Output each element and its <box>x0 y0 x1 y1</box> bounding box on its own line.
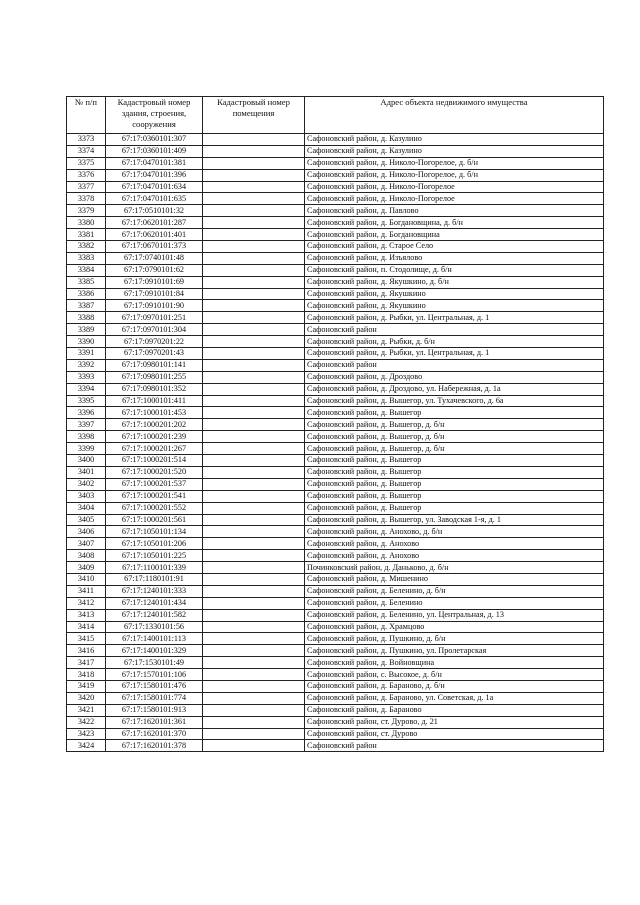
address-cell: Сафоновский район, д. Казулино <box>305 134 604 146</box>
address-cell: Сафоновский район, п. Стодолище, д. б/н <box>305 264 604 276</box>
premises-cadastral-cell <box>203 276 305 288</box>
table-row <box>67 264 604 276</box>
property-registry-table <box>66 96 604 752</box>
address-cell: Сафоновский район, д. Мишенино <box>305 573 604 585</box>
table-row <box>67 241 604 253</box>
row-number-cell: 3391 <box>67 348 106 360</box>
table-row <box>67 621 604 633</box>
table-row <box>67 466 604 478</box>
row-number-cell: 3383 <box>67 252 106 264</box>
building-cadastral-cell: 67:17:1000201:541 <box>106 490 203 502</box>
row-number-cell: 3377 <box>67 181 106 193</box>
row-number-cell: 3375 <box>67 157 106 169</box>
table-row <box>67 300 604 312</box>
table-row <box>67 431 604 443</box>
table-row <box>67 562 604 574</box>
row-number-cell: 3409 <box>67 562 106 574</box>
address-cell: Сафоновский район, д. Анохово <box>305 550 604 562</box>
row-number-cell: 3378 <box>67 193 106 205</box>
building-cadastral-cell: 67:17:1580101:476 <box>106 680 203 692</box>
table-row <box>67 383 604 395</box>
building-cadastral-cell: 67:17:1000201:537 <box>106 478 203 490</box>
address-cell: Сафоновский район, д. Николо-Погорелое, д. б/н <box>305 157 604 169</box>
address-cell: Сафоновский район, д. Рыбки, ул. Центральная, д. 1 <box>305 348 604 360</box>
address-cell: Сафоновский район, д. Вышегор, ул. Заводская 1-я, д. 1 <box>305 514 604 526</box>
building-cadastral-cell: 67:17:1100101:339 <box>106 562 203 574</box>
address-cell: Сафоновский район, д. Беленино, д. б/н <box>305 585 604 597</box>
table-row <box>67 348 604 360</box>
building-cadastral-cell: 67:17:1580101:774 <box>106 692 203 704</box>
row-number-cell: 3410 <box>67 573 106 585</box>
table-row <box>67 181 604 193</box>
premises-cadastral-cell <box>203 585 305 597</box>
building-cadastral-cell: 67:17:0910101:84 <box>106 288 203 300</box>
table-row <box>67 633 604 645</box>
row-number-cell: 3387 <box>67 300 106 312</box>
header-premises-cadastral-number: Кадастровый номер помещения <box>203 97 305 134</box>
row-number-cell: 3402 <box>67 478 106 490</box>
building-cadastral-cell: 67:17:0980101:352 <box>106 383 203 395</box>
building-cadastral-cell: 67:17:0910101:69 <box>106 276 203 288</box>
building-cadastral-cell: 67:17:0980101:141 <box>106 359 203 371</box>
row-number-cell: 3404 <box>67 502 106 514</box>
address-cell: Сафоновский район <box>305 740 604 752</box>
row-number-cell: 3418 <box>67 669 106 681</box>
table-row <box>67 728 604 740</box>
row-number-cell: 3419 <box>67 680 106 692</box>
address-cell: Сафоновский район, д. Старое Село <box>305 241 604 253</box>
address-cell: Сафоновский район, д. Бараново, д. б/н <box>305 680 604 692</box>
row-number-cell: 3411 <box>67 585 106 597</box>
building-cadastral-cell: 67:17:1400101:113 <box>106 633 203 645</box>
row-number-cell: 3390 <box>67 336 106 348</box>
building-cadastral-cell: 67:17:1050101:225 <box>106 550 203 562</box>
premises-cadastral-cell <box>203 336 305 348</box>
row-number-cell: 3395 <box>67 395 106 407</box>
address-cell: Сафоновский район, д. Бараново, ул. Советская, д. 1а <box>305 692 604 704</box>
table-row <box>67 669 604 681</box>
table-row <box>67 704 604 716</box>
address-cell: Сафоновский район, д. Изъялово <box>305 252 604 264</box>
building-cadastral-cell: 67:17:0970101:251 <box>106 312 203 324</box>
table-row <box>67 597 604 609</box>
row-number-cell: 3376 <box>67 169 106 181</box>
row-number-cell: 3407 <box>67 538 106 550</box>
building-cadastral-cell: 67:17:1240101:582 <box>106 609 203 621</box>
row-number-cell: 3392 <box>67 359 106 371</box>
table-row <box>67 134 604 146</box>
table-row <box>67 312 604 324</box>
address-cell: Сафоновский район, д. Николо-Погорелое, д. б/н <box>305 169 604 181</box>
row-number-cell: 3406 <box>67 526 106 538</box>
address-cell: Сафоновский район, д. Пушкино, д. б/н <box>305 633 604 645</box>
premises-cadastral-cell <box>203 324 305 336</box>
table-row <box>67 680 604 692</box>
premises-cadastral-cell <box>203 728 305 740</box>
premises-cadastral-cell <box>203 562 305 574</box>
premises-cadastral-cell <box>203 526 305 538</box>
premises-cadastral-cell <box>203 217 305 229</box>
premises-cadastral-cell <box>203 490 305 502</box>
premises-cadastral-cell <box>203 431 305 443</box>
premises-cadastral-cell <box>203 704 305 716</box>
row-number-cell: 3389 <box>67 324 106 336</box>
row-number-cell: 3373 <box>67 134 106 146</box>
building-cadastral-cell: 67:17:1240101:333 <box>106 585 203 597</box>
address-cell: Починковский район, д. Даньково, д. б/н <box>305 562 604 574</box>
building-cadastral-cell: 67:17:0470101:635 <box>106 193 203 205</box>
premises-cadastral-cell <box>203 312 305 324</box>
address-cell: Сафоновский район, д. Беленино <box>305 597 604 609</box>
building-cadastral-cell: 67:17:0360101:409 <box>106 145 203 157</box>
row-number-cell: 3401 <box>67 466 106 478</box>
row-number-cell: 3413 <box>67 609 106 621</box>
address-cell: Сафоновский район, д. Анохово <box>305 538 604 550</box>
address-cell: Сафоновский район, д. Казулино <box>305 145 604 157</box>
premises-cadastral-cell <box>203 692 305 704</box>
row-number-cell: 3414 <box>67 621 106 633</box>
building-cadastral-cell: 67:17:1530101:49 <box>106 657 203 669</box>
table-row <box>67 609 604 621</box>
address-cell: Сафоновский район, д. Вышегор, ул. Тухачевского, д. 6а <box>305 395 604 407</box>
address-cell: Сафоновский район, д. Богдановщина <box>305 229 604 241</box>
premises-cadastral-cell <box>203 205 305 217</box>
address-cell: Сафоновский район, д. Вышегор, д. б/н <box>305 443 604 455</box>
premises-cadastral-cell <box>203 716 305 728</box>
table-row <box>67 645 604 657</box>
address-cell: Сафоновский район, д. Бараново <box>305 704 604 716</box>
premises-cadastral-cell <box>203 134 305 146</box>
building-cadastral-cell: 67:17:0740101:48 <box>106 252 203 264</box>
premises-cadastral-cell <box>203 573 305 585</box>
building-cadastral-cell: 67:17:0470101:634 <box>106 181 203 193</box>
building-cadastral-cell: 67:17:0970101:304 <box>106 324 203 336</box>
table-row <box>67 217 604 229</box>
address-cell: Сафоновский район, д. Войновщина <box>305 657 604 669</box>
address-cell: Сафоновский район <box>305 359 604 371</box>
address-cell: Сафоновский район, д. Рыбки, д. б/н <box>305 336 604 348</box>
row-number-cell: 3398 <box>67 431 106 443</box>
premises-cadastral-cell <box>203 371 305 383</box>
building-cadastral-cell: 67:17:1000201:267 <box>106 443 203 455</box>
table-row <box>67 157 604 169</box>
address-cell: Сафоновский район, ст. Дурово, д. 21 <box>305 716 604 728</box>
building-cadastral-cell: 67:17:1000101:411 <box>106 395 203 407</box>
row-number-cell: 3416 <box>67 645 106 657</box>
row-number-cell: 3403 <box>67 490 106 502</box>
building-cadastral-cell: 67:17:0790101:62 <box>106 264 203 276</box>
table-row <box>67 407 604 419</box>
building-cadastral-cell: 67:17:0670101:373 <box>106 241 203 253</box>
table-row <box>67 205 604 217</box>
header-row-number: № п/п <box>67 97 106 134</box>
building-cadastral-cell: 67:17:1000101:453 <box>106 407 203 419</box>
building-cadastral-cell: 67:17:1000201:202 <box>106 419 203 431</box>
table-row <box>67 359 604 371</box>
address-cell: Сафоновский район, д. Павлово <box>305 205 604 217</box>
address-cell: Сафоновский район, д. Храмцово <box>305 621 604 633</box>
premises-cadastral-cell <box>203 597 305 609</box>
row-number-cell: 3420 <box>67 692 106 704</box>
building-cadastral-cell: 67:17:0620101:287 <box>106 217 203 229</box>
address-cell: Сафоновский район, с. Высокое, д. б/н <box>305 669 604 681</box>
building-cadastral-cell: 67:17:0620101:401 <box>106 229 203 241</box>
address-cell: Сафоновский район <box>305 324 604 336</box>
premises-cadastral-cell <box>203 264 305 276</box>
premises-cadastral-cell <box>203 645 305 657</box>
address-cell: Сафоновский район, д. Николо-Погорелое <box>305 181 604 193</box>
building-cadastral-cell: 67:17:1180101:91 <box>106 573 203 585</box>
row-number-cell: 3408 <box>67 550 106 562</box>
table-row <box>67 371 604 383</box>
address-cell: Сафоновский район, д. Дроздово, ул. Набережная, д. 1а <box>305 383 604 395</box>
building-cadastral-cell: 67:17:1620101:378 <box>106 740 203 752</box>
premises-cadastral-cell <box>203 680 305 692</box>
row-number-cell: 3385 <box>67 276 106 288</box>
address-cell: Сафоновский район, д. Вышегор <box>305 407 604 419</box>
premises-cadastral-cell <box>203 443 305 455</box>
premises-cadastral-cell <box>203 550 305 562</box>
address-cell: Сафоновский район, д. Рыбки, ул. Центральная, д. 1 <box>305 312 604 324</box>
building-cadastral-cell: 67:17:1000201:514 <box>106 455 203 467</box>
premises-cadastral-cell <box>203 252 305 264</box>
row-number-cell: 3374 <box>67 145 106 157</box>
address-cell: Сафоновский район, д. Вышегор, д. б/н <box>305 431 604 443</box>
table-row <box>67 585 604 597</box>
premises-cadastral-cell <box>203 455 305 467</box>
premises-cadastral-cell <box>203 395 305 407</box>
table-row <box>67 573 604 585</box>
row-number-cell: 3424 <box>67 740 106 752</box>
building-cadastral-cell: 67:17:1580101:913 <box>106 704 203 716</box>
row-number-cell: 3396 <box>67 407 106 419</box>
row-number-cell: 3386 <box>67 288 106 300</box>
address-cell: Сафоновский район, д. Дроздово <box>305 371 604 383</box>
premises-cadastral-cell <box>203 241 305 253</box>
table-header-row <box>67 97 604 134</box>
row-number-cell: 3394 <box>67 383 106 395</box>
premises-cadastral-cell <box>203 348 305 360</box>
address-cell: Сафоновский район, д. Вышегор, д. б/н <box>305 419 604 431</box>
row-number-cell: 3421 <box>67 704 106 716</box>
building-cadastral-cell: 67:17:1330101:56 <box>106 621 203 633</box>
row-number-cell: 3381 <box>67 229 106 241</box>
header-building-cadastral-number: Кадастровый номер здания, строения, сооружения <box>106 97 203 134</box>
registry-sheet <box>66 96 604 752</box>
building-cadastral-cell: 67:17:1240101:434 <box>106 597 203 609</box>
premises-cadastral-cell <box>203 169 305 181</box>
building-cadastral-cell: 67:17:1400101:329 <box>106 645 203 657</box>
table-body <box>67 134 604 752</box>
building-cadastral-cell: 67:17:0980101:255 <box>106 371 203 383</box>
table-row <box>67 288 604 300</box>
table-row <box>67 716 604 728</box>
row-number-cell: 3384 <box>67 264 106 276</box>
building-cadastral-cell: 67:17:0910101:90 <box>106 300 203 312</box>
table-row <box>67 478 604 490</box>
building-cadastral-cell: 67:17:1570101:106 <box>106 669 203 681</box>
table-row <box>67 514 604 526</box>
row-number-cell: 3379 <box>67 205 106 217</box>
address-cell: Сафоновский район, д. Вышегор <box>305 455 604 467</box>
premises-cadastral-cell <box>203 383 305 395</box>
row-number-cell: 3393 <box>67 371 106 383</box>
row-number-cell: 3422 <box>67 716 106 728</box>
premises-cadastral-cell <box>203 621 305 633</box>
building-cadastral-cell: 67:17:0510101:32 <box>106 205 203 217</box>
table-row <box>67 276 604 288</box>
premises-cadastral-cell <box>203 502 305 514</box>
building-cadastral-cell: 67:17:0360101:307 <box>106 134 203 146</box>
building-cadastral-cell: 67:17:0470101:381 <box>106 157 203 169</box>
address-cell: Сафоновский район, д. Николо-Погорелое <box>305 193 604 205</box>
premises-cadastral-cell <box>203 407 305 419</box>
premises-cadastral-cell <box>203 288 305 300</box>
premises-cadastral-cell <box>203 229 305 241</box>
table-row <box>67 324 604 336</box>
table-row <box>67 169 604 181</box>
table-row <box>67 443 604 455</box>
row-number-cell: 3380 <box>67 217 106 229</box>
table-row <box>67 395 604 407</box>
table-row <box>67 419 604 431</box>
building-cadastral-cell: 67:17:1000201:520 <box>106 466 203 478</box>
row-number-cell: 3415 <box>67 633 106 645</box>
address-cell: Сафоновский район, д. Якушкино <box>305 300 604 312</box>
premises-cadastral-cell <box>203 633 305 645</box>
building-cadastral-cell: 67:17:0470101:396 <box>106 169 203 181</box>
premises-cadastral-cell <box>203 359 305 371</box>
table-row <box>67 193 604 205</box>
table-row <box>67 455 604 467</box>
row-number-cell: 3388 <box>67 312 106 324</box>
building-cadastral-cell: 67:17:0970201:22 <box>106 336 203 348</box>
table-row <box>67 740 604 752</box>
row-number-cell: 3405 <box>67 514 106 526</box>
table-row <box>67 336 604 348</box>
premises-cadastral-cell <box>203 669 305 681</box>
address-cell: Сафоновский район, д. Якушкино, д. б/н <box>305 276 604 288</box>
address-cell: Сафоновский район, д. Анохово, д. б/н <box>305 526 604 538</box>
premises-cadastral-cell <box>203 181 305 193</box>
premises-cadastral-cell <box>203 478 305 490</box>
row-number-cell: 3423 <box>67 728 106 740</box>
address-cell: Сафоновский район, д. Якушкино <box>305 288 604 300</box>
table-row <box>67 490 604 502</box>
building-cadastral-cell: 67:17:1620101:370 <box>106 728 203 740</box>
row-number-cell: 3399 <box>67 443 106 455</box>
address-cell: Сафоновский район, д. Пушкино, ул. Пролетарская <box>305 645 604 657</box>
table-row <box>67 145 604 157</box>
premises-cadastral-cell <box>203 657 305 669</box>
premises-cadastral-cell <box>203 300 305 312</box>
premises-cadastral-cell <box>203 609 305 621</box>
building-cadastral-cell: 67:17:1050101:134 <box>106 526 203 538</box>
row-number-cell: 3400 <box>67 455 106 467</box>
address-cell: Сафоновский район, д. Вышегор <box>305 502 604 514</box>
building-cadastral-cell: 67:17:1000201:239 <box>106 431 203 443</box>
table-row <box>67 502 604 514</box>
table-row <box>67 252 604 264</box>
building-cadastral-cell: 67:17:1000201:552 <box>106 502 203 514</box>
row-number-cell: 3382 <box>67 241 106 253</box>
address-cell: Сафоновский район, д. Вышегор <box>305 466 604 478</box>
row-number-cell: 3417 <box>67 657 106 669</box>
premises-cadastral-cell <box>203 193 305 205</box>
address-cell: Сафоновский район, д. Беленино, ул. Центральная, д. 13 <box>305 609 604 621</box>
row-number-cell: 3412 <box>67 597 106 609</box>
premises-cadastral-cell <box>203 419 305 431</box>
table-row <box>67 692 604 704</box>
premises-cadastral-cell <box>203 514 305 526</box>
table-row <box>67 657 604 669</box>
premises-cadastral-cell <box>203 538 305 550</box>
row-number-cell: 3397 <box>67 419 106 431</box>
address-cell: Сафоновский район, д. Вышегор <box>305 478 604 490</box>
table-row <box>67 538 604 550</box>
building-cadastral-cell: 67:17:1000201:561 <box>106 514 203 526</box>
table-row <box>67 526 604 538</box>
premises-cadastral-cell <box>203 145 305 157</box>
building-cadastral-cell: 67:17:1620101:361 <box>106 716 203 728</box>
premises-cadastral-cell <box>203 740 305 752</box>
address-cell: Сафоновский район, д. Вышегор <box>305 490 604 502</box>
premises-cadastral-cell <box>203 157 305 169</box>
building-cadastral-cell: 67:17:0970201:43 <box>106 348 203 360</box>
premises-cadastral-cell <box>203 466 305 478</box>
table-row <box>67 550 604 562</box>
address-cell: Сафоновский район, ст. Дурово <box>305 728 604 740</box>
address-cell: Сафоновский район, д. Богдановщина, д. б/н <box>305 217 604 229</box>
building-cadastral-cell: 67:17:1050101:206 <box>106 538 203 550</box>
header-property-address: Адрес объекта недвижимого имущества <box>305 97 604 134</box>
table-row <box>67 229 604 241</box>
